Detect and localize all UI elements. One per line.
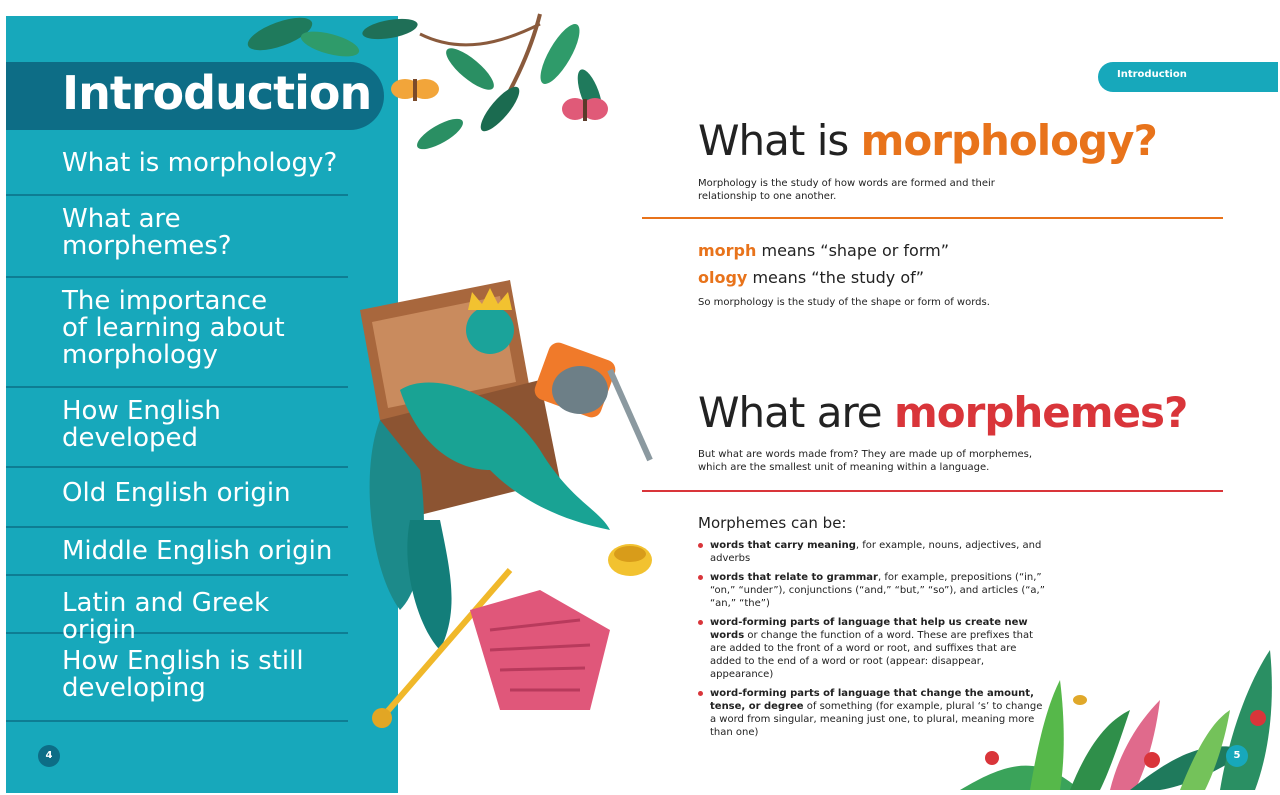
toc-item-still-developing[interactable]: [6, 634, 348, 722]
toc-label: The importance of learning about morphology: [62, 286, 285, 370]
bullet-text: , for example, nouns, adjectives, and adverbs: [710, 540, 1042, 564]
bullet-bold: word-forming parts of language that change the amount, tense, or degree: [710, 688, 1034, 712]
bullet-bold: words that relate to grammar: [710, 572, 878, 583]
morph-meaning: means “shape or form”: [756, 241, 949, 260]
divider-orange: [642, 217, 1223, 219]
toc-item-middle-english[interactable]: [6, 528, 348, 576]
list-item: [698, 571, 1048, 610]
ology-keyword: ology: [698, 268, 748, 287]
bullet-dot-icon: [698, 575, 703, 580]
leaves-butterflies-illustration: [240, 14, 620, 164]
ology-meaning: means “the study of”: [747, 268, 925, 287]
heading-bold-text: morphology?: [860, 116, 1157, 165]
treasure-chest-parrot-illustration: [340, 270, 670, 740]
bullet-bold: word-forming parts of language that help us create new words: [710, 617, 1028, 641]
morphemes-list-title: Morphemes can be:: [698, 514, 847, 532]
page-number-right: 5: [1226, 745, 1248, 767]
toc-label: How English is still developing: [62, 646, 304, 703]
ology-line: [698, 268, 924, 287]
morphology-summary: So morphology is the study of the shape or form of words.: [698, 297, 990, 308]
plants-ladybugs-illustration: [950, 640, 1280, 795]
bullet-text: , for example, prepositions (“in,” “on,” “under”), conjunctions (“and,” “but,” “so”), and articles (“a,” “an,” “the”): [710, 572, 1045, 609]
bullet-dot-icon: [698, 620, 703, 625]
toc-label: Latin and Greek origin: [62, 588, 270, 645]
bullet-dot-icon: [698, 691, 703, 696]
morphemes-definition: But what are words made from? They are made up of morphemes, which are the smallest unit of meaning within a language.: [698, 449, 1033, 473]
bullet-text: or change the function of a word. These are prefixes that are added to the front of a word or root, and suffixes that are added to the end of a word or root (appear: disappear, appearance): [710, 630, 1034, 680]
bullet-text: of something (for example, plural ‘s’ to change a word from singular, meaning just one, to plural, meaning more than one): [710, 701, 1043, 738]
heading-bold-text: morphemes?: [893, 388, 1188, 437]
toc-item-how-english-developed[interactable]: [6, 388, 348, 468]
toc-item-morphemes[interactable]: [6, 196, 348, 278]
list-item: [698, 539, 1048, 565]
heading-morphology: [698, 116, 1157, 165]
toc-label: How English developed: [62, 396, 221, 453]
heading-light-text: What is: [698, 116, 861, 165]
toc-item-latin-greek[interactable]: [6, 576, 348, 645]
toc-label: Middle English origin: [62, 536, 333, 566]
divider-red: [642, 490, 1223, 492]
toc-label: Old English origin: [62, 478, 291, 508]
section-tab-label: Introduction: [1117, 69, 1187, 80]
toc-label: What are morphemes?: [62, 204, 232, 261]
morph-keyword: morph: [698, 241, 757, 260]
toc-item-importance[interactable]: [6, 278, 348, 388]
page-title: Introduction: [62, 66, 372, 120]
morphology-definition: Morphology is the study of how words are formed and their relationship to one another.: [698, 178, 995, 202]
toc-item-old-english[interactable]: [6, 468, 348, 528]
heading-light-text: What are: [698, 388, 894, 437]
bullet-dot-icon: [698, 543, 703, 548]
heading-morphemes: [698, 388, 1187, 437]
toc-label: What is morphology?: [62, 148, 338, 178]
morph-line: [698, 241, 949, 260]
page-number-left: 4: [38, 745, 60, 767]
bullet-bold: words that carry meaning: [710, 540, 856, 551]
